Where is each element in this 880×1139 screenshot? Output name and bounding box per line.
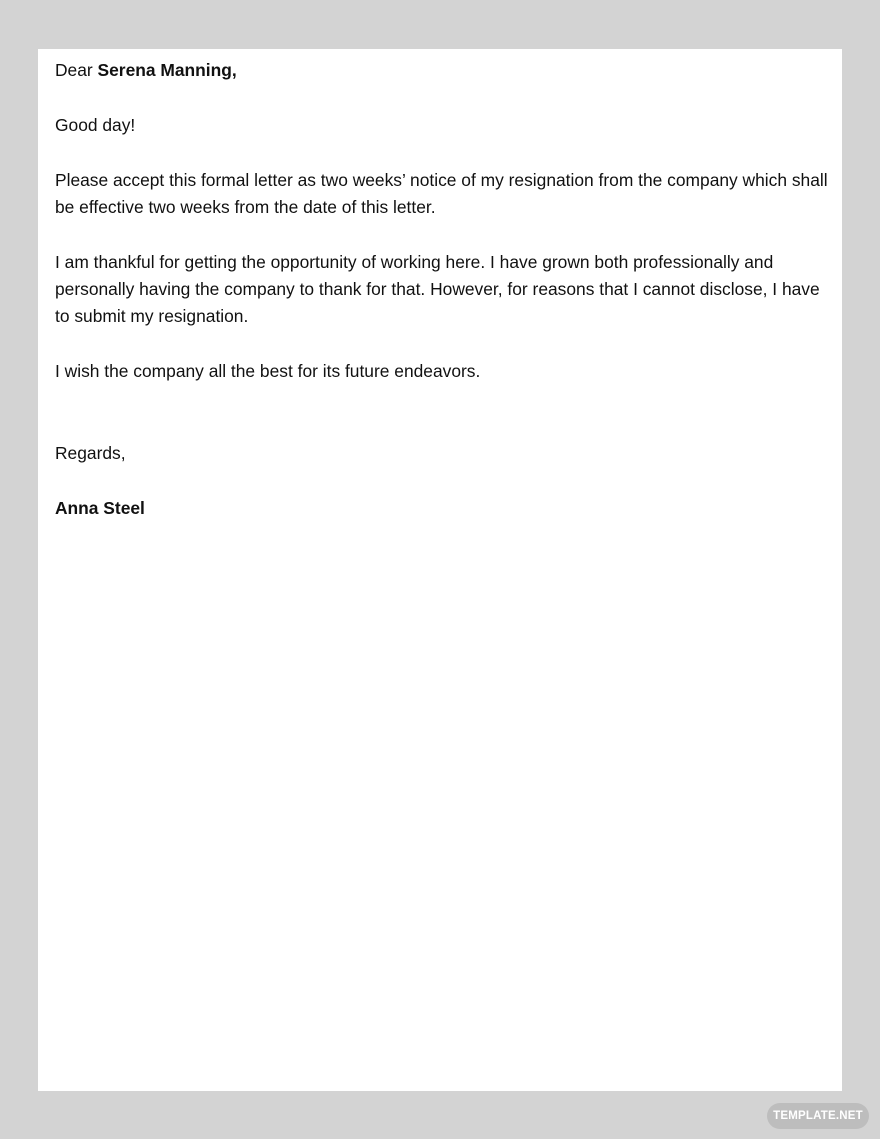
paragraph-notice: Please accept this formal letter as two weeks’ notice of my resignation from the company which shall be effective two weeks from the date of this letter. xyxy=(55,170,828,217)
paragraph-gratitude: I am thankful for getting the opportunity of working here. I have grown both professionally and personally having the company to thank for that. However, for reasons that I cannot disclose, I have to submit my resignation. xyxy=(55,252,820,326)
template-net-watermark: TEMPLATE.NET xyxy=(767,1103,869,1129)
recipient-name: Serena Manning xyxy=(97,60,232,80)
salutation-comma: , xyxy=(231,60,237,80)
salutation-prefix: Dear xyxy=(55,60,98,80)
salutation xyxy=(55,57,830,84)
closing: Regards, xyxy=(55,443,126,463)
letter-page xyxy=(38,49,842,1091)
paragraph-wishes: I wish the company all the best for its future endeavors. xyxy=(55,361,481,381)
letter-body xyxy=(55,57,830,522)
signature-name: Anna Steel xyxy=(55,498,145,518)
greeting: Good day! xyxy=(55,115,136,135)
